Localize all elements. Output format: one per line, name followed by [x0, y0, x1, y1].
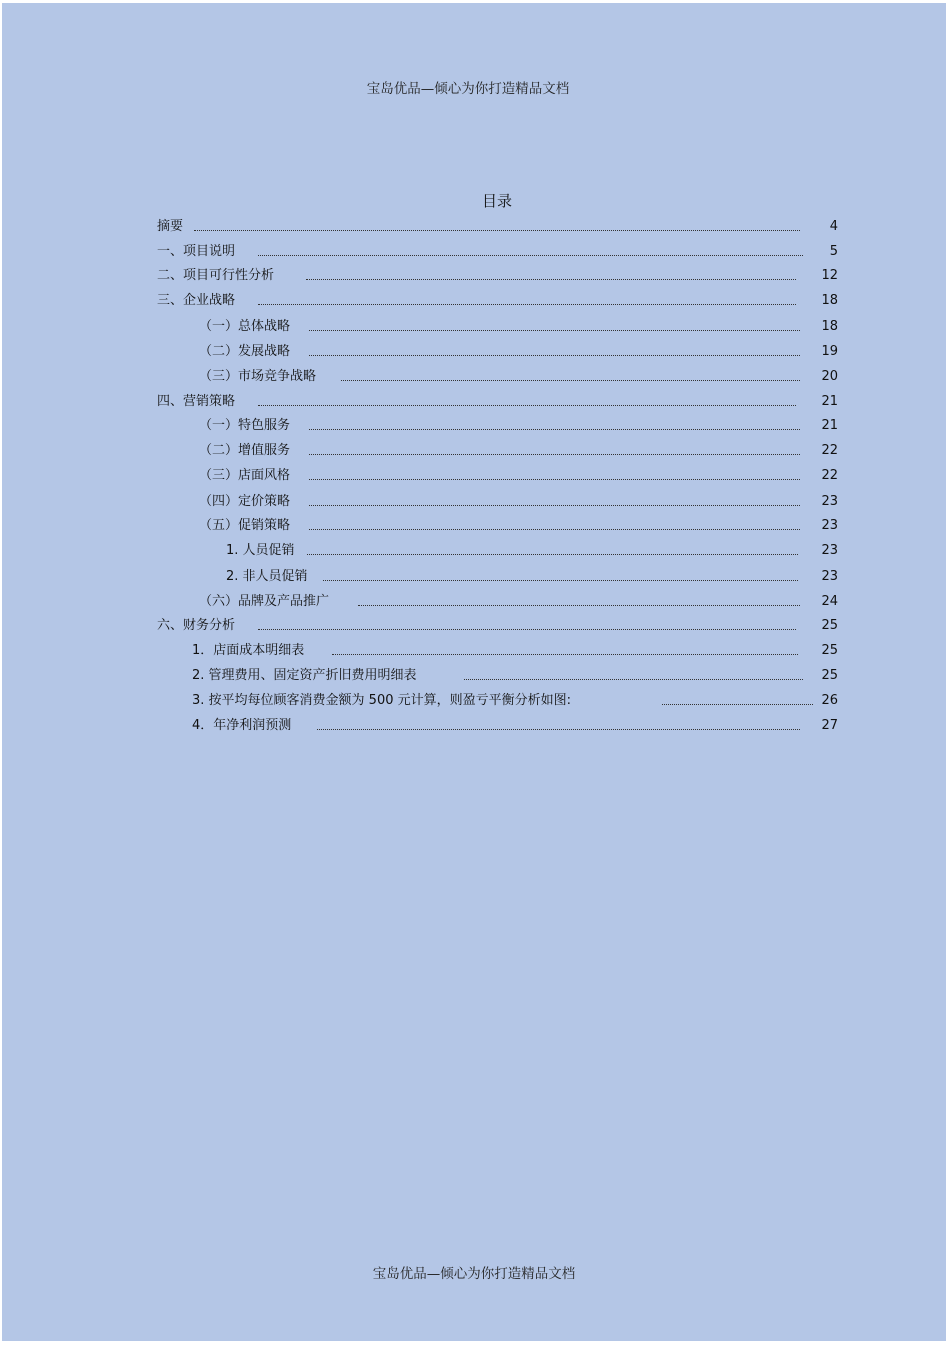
toc-leader-dots	[258, 255, 803, 256]
toc-entry[interactable]	[2, 666, 946, 686]
toc-entry-page: 19	[821, 344, 838, 359]
toc-entry-page: 18	[821, 293, 838, 308]
toc-entry[interactable]	[2, 466, 946, 486]
toc-entry-label: 四、营销策略	[157, 394, 236, 409]
toc-entry-page: 21	[821, 394, 838, 409]
toc-entry-label: （一）特色服务	[199, 418, 291, 433]
toc-entry-label: （六）品牌及产品推广	[199, 594, 330, 609]
toc-entry-page: 5	[829, 244, 838, 259]
toc-entry[interactable]	[2, 616, 946, 636]
toc-entry-page: 25	[821, 643, 838, 658]
toc-leader-dots	[306, 279, 796, 280]
toc-entry[interactable]	[2, 641, 946, 661]
toc-entry-page: 12	[821, 268, 838, 283]
toc-leader-dots	[332, 654, 798, 655]
toc-entry-label: 1．店面成本明细表	[192, 643, 305, 658]
toc-entry-page: 22	[821, 468, 838, 483]
toc-entry-page: 21	[821, 418, 838, 433]
toc-entry[interactable]	[2, 492, 946, 512]
toc-entry-page: 4	[829, 219, 838, 234]
toc-leader-dots	[309, 479, 800, 480]
toc-leader-dots	[317, 729, 800, 730]
toc-entry-page: 23	[821, 494, 838, 509]
toc-entry-label: 一、项目说明	[157, 244, 236, 259]
toc-leader-dots	[309, 330, 800, 331]
toc-entry-label: 六、财务分析	[157, 618, 236, 633]
toc-entry-page: 26	[821, 693, 838, 708]
toc-entry-label: 2. 非人员促销	[226, 569, 308, 584]
toc-leader-dots	[307, 554, 798, 555]
toc-entry[interactable]	[2, 416, 946, 436]
footer-text: 宝岛优品—倾心为你打造精品文档	[372, 1266, 576, 1282]
toc-entry-label: 4．年净利润预测	[192, 718, 292, 733]
toc-entry[interactable]	[2, 317, 946, 337]
toc-leader-dots	[309, 429, 800, 430]
toc-entry-page: 25	[821, 668, 838, 683]
toc-entry-label: （三）店面风格	[199, 468, 291, 483]
toc-leader-dots	[258, 629, 796, 630]
toc-leader-dots	[194, 230, 800, 231]
table-of-contents	[2, 3, 946, 1341]
toc-leader-dots	[258, 304, 796, 305]
toc-entry[interactable]	[2, 367, 946, 387]
toc-entry-page: 23	[821, 543, 838, 558]
toc-entry-label: （五）促销策略	[199, 518, 291, 533]
document-page	[2, 3, 946, 1341]
header-text: 宝岛优品—倾心为你打造精品文档	[366, 81, 570, 97]
toc-entry[interactable]	[2, 541, 946, 561]
toc-entry-page: 20	[821, 369, 838, 384]
toc-entry-page: 24	[821, 594, 838, 609]
toc-entry[interactable]	[2, 592, 946, 612]
toc-entry[interactable]	[2, 342, 946, 362]
toc-leader-dots	[662, 704, 813, 705]
toc-leader-dots	[323, 580, 798, 581]
toc-leader-dots	[309, 454, 800, 455]
toc-leader-dots	[358, 605, 800, 606]
toc-entry[interactable]	[2, 691, 946, 711]
toc-entry-page: 27	[821, 718, 838, 733]
toc-entry-label: 二、项目可行性分析	[157, 268, 275, 283]
toc-entry-page: 18	[821, 319, 838, 334]
toc-leader-dots	[309, 355, 800, 356]
toc-entry[interactable]	[2, 716, 946, 736]
toc-leader-dots	[258, 405, 796, 406]
toc-entry[interactable]	[2, 266, 946, 286]
toc-entry[interactable]	[2, 217, 946, 237]
toc-entry-label: （四）定价策略	[199, 494, 291, 509]
toc-entry[interactable]	[2, 291, 946, 311]
toc-entry-label: （三）市场竞争战略	[199, 369, 317, 384]
toc-entry-page: 25	[821, 618, 838, 633]
toc-entry-page: 23	[821, 518, 838, 533]
toc-entry-label: （一）总体战略	[199, 319, 291, 334]
toc-entry[interactable]	[2, 392, 946, 412]
toc-entry[interactable]	[2, 242, 946, 262]
toc-entry-label: 三、企业战略	[157, 293, 236, 308]
toc-entry-page: 23	[821, 569, 838, 584]
toc-entry[interactable]	[2, 441, 946, 461]
toc-leader-dots	[309, 505, 800, 506]
page-footer	[2, 1262, 946, 1282]
toc-entry[interactable]	[2, 516, 946, 536]
toc-leader-dots	[309, 529, 800, 530]
toc-entry-label: 摘要	[157, 219, 184, 234]
toc-leader-dots	[341, 380, 800, 381]
toc-entry-label: 2. 管理费用、固定资产折旧费用明细表	[192, 668, 417, 683]
toc-entry-label: 1. 人员促销	[226, 543, 295, 558]
toc-entry-page: 22	[821, 443, 838, 458]
toc-entry-label: 3. 按平均每位顾客消费金额为 500 元计算，则盈亏平衡分析如图:	[192, 693, 571, 708]
toc-entry[interactable]	[2, 567, 946, 587]
toc-entry-label: （二）增值服务	[199, 443, 291, 458]
toc-entry-label: （二）发展战略	[199, 344, 291, 359]
toc-title: 目录	[481, 192, 512, 210]
toc-leader-dots	[464, 679, 803, 680]
